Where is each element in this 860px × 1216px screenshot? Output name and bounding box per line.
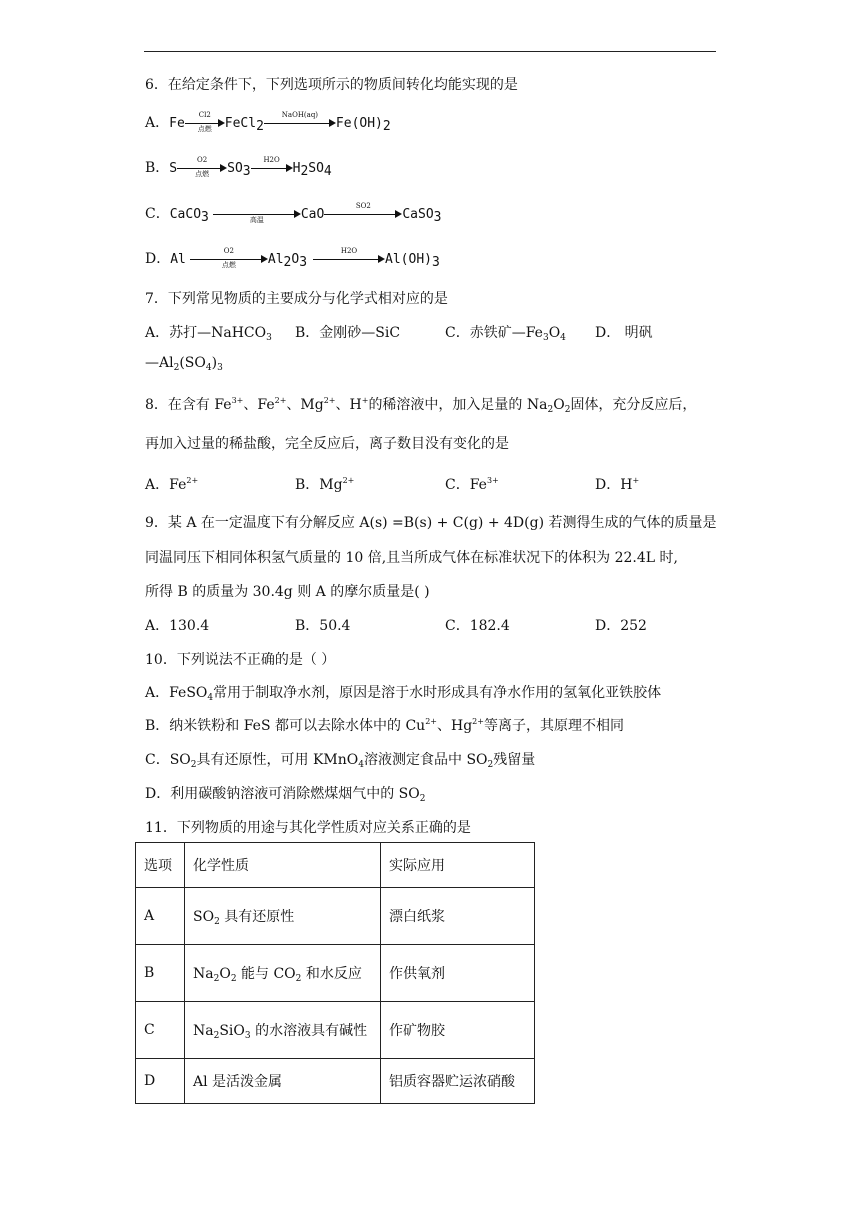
q9-stem-line1: 9．某 A 在一定温度下有分解反应 A(s) =B(s) + C(g) + 4D(g) 若测得生成的气体的质量是 <box>145 515 717 531</box>
option-cell: B <box>136 945 185 1002</box>
q6-option-a[interactable]: A．Fe Cl2 点燃 FeCl$_2$ NaOH(aq) $Fe(OH)_2$ <box>145 111 391 134</box>
q7-option-d-cont: $—Al_2(SO_4)_3$ <box>145 355 223 373</box>
property-cell: $SO_2$ 具有还原性 <box>185 888 381 945</box>
reaction-arrow: O2 点燃 <box>177 158 227 178</box>
use-cell: 漂白纸浆 <box>381 888 535 945</box>
table-header-cell: 化学性质 <box>185 843 381 888</box>
q7-option-c[interactable]: C．赤铁矿$—Fe_3O_4$ <box>445 325 566 343</box>
option-cell: D <box>136 1059 185 1104</box>
q7-stem: 7．下列常见物质的主要成分与化学式相对应的是 <box>145 291 448 307</box>
q9-stem-line3: 所得 B 的质量为 30.4g 则 A 的摩尔质量是( ) <box>145 584 430 600</box>
reaction-arrow: SO2 <box>324 204 402 224</box>
option-letter: A． <box>145 115 170 131</box>
reaction-arrow: H2O <box>313 249 385 269</box>
q11-table <box>135 842 535 1104</box>
q6-option-d[interactable]: D．Al O2 点燃 $Al_2O_3$ H2O $Al(OH)_3$ <box>145 247 440 270</box>
q6-option-b[interactable]: B．S O2 点燃 $SO_3$ H2O $H_2SO_4$ <box>145 156 332 179</box>
table-row <box>136 1059 535 1104</box>
q11-stem: 11．下列物质的用途与其化学性质对应关系正确的是 <box>145 820 471 836</box>
table-row <box>136 888 535 945</box>
q6-option-c[interactable]: C．CaCO$_3$ 高温 CaO SO2 CaSO$_3$ <box>145 202 442 225</box>
q9-stem-line2: 同温同压下相同体积氢气质量的 10 倍,且当所成气体在标准状况下的体积为 22.4L 时, <box>145 550 678 566</box>
reaction-arrow: H2O <box>251 158 293 178</box>
use-cell: 铝质容器贮运浓硝酸 <box>381 1059 535 1104</box>
option-cell: A <box>136 888 185 945</box>
q8-option-c[interactable]: C．$Fe^{3+}$ <box>445 476 499 493</box>
q8-stem-line2: 再加入过量的稀盐酸，完全反应后，离子数目没有变化的是 <box>145 436 509 452</box>
q7-option-a[interactable]: A．苏打—NaHCO$_3$ <box>145 325 272 343</box>
use-cell: 作矿物胶 <box>381 1002 535 1059</box>
q9-option-b[interactable]: B．50.4 <box>295 618 351 634</box>
use-cell: 作供氧剂 <box>381 945 535 1002</box>
q9-option-c[interactable]: C．182.4 <box>445 618 510 634</box>
table-header-cell: 选项 <box>136 843 185 888</box>
q10-option-d[interactable]: D．利用碳酸钠溶液可消除燃煤烟气中的 $SO_2$ <box>145 786 426 804</box>
q10-stem: 10．下列说法不正确的是（ ） <box>145 652 336 668</box>
option-cell: C <box>136 1002 185 1059</box>
q8-option-d[interactable]: D．H+ <box>595 476 640 493</box>
q7-option-d[interactable]: D． 明矾 <box>595 325 653 341</box>
table-header-cell: 实际应用 <box>381 843 535 888</box>
q9-option-a[interactable]: A．130.4 <box>145 618 210 634</box>
q10-option-c[interactable]: C．$SO_2$具有还原性，可用 KMnO$_4$溶液测定食品中 $SO_2$残留量 <box>145 752 536 770</box>
q7-option-b[interactable]: B．金刚砂—SiC <box>295 325 401 341</box>
reaction-arrow: NaOH(aq) <box>264 113 336 133</box>
table-row <box>136 945 535 1002</box>
reaction-arrow: 高温 <box>213 204 301 224</box>
reaction-arrow: Cl2 点燃 <box>185 113 225 133</box>
reaction-arrow: O2 点燃 <box>190 249 268 269</box>
q8-option-b[interactable]: B．$Mg^{2+}$ <box>295 476 355 493</box>
q8-option-a[interactable]: A．$Fe^{2+}$ <box>145 476 199 493</box>
property-cell: $Na_2O_2$ 能与 $CO_2$ 和水反应 <box>185 945 381 1002</box>
property-cell: $Na_2SiO_3$ 的水溶液具有碱性 <box>185 1002 381 1059</box>
q8-stem-line1: 8．在含有 $Fe^{3+}$、$Fe^{2+}$、$Mg^{2+}$、H+的稀溶液中，加入足量的 $Na_2O_2$固体，充分反应后， <box>145 396 697 415</box>
header-rule <box>144 51 716 52</box>
table-header-row <box>136 843 535 888</box>
q6-stem: 6．在给定条件下，下列选项所示的物质间转化均能实现的是 <box>145 77 518 93</box>
property-cell: Al 是活泼金属 <box>185 1059 381 1104</box>
q10-option-b[interactable]: B．纳米铁粉和 FeS 都可以去除水体中的 $Cu^{2+}$、$Hg^{2+}$等离子，其原理不相同 <box>145 717 624 734</box>
table-row <box>136 1002 535 1059</box>
q9-option-d[interactable]: D．252 <box>595 618 647 634</box>
q10-option-a[interactable]: A．FeSO$_4$常用于制取净水剂，原因是溶于水时形成具有净水作用的氢氧化亚铁胶体 <box>145 685 662 703</box>
